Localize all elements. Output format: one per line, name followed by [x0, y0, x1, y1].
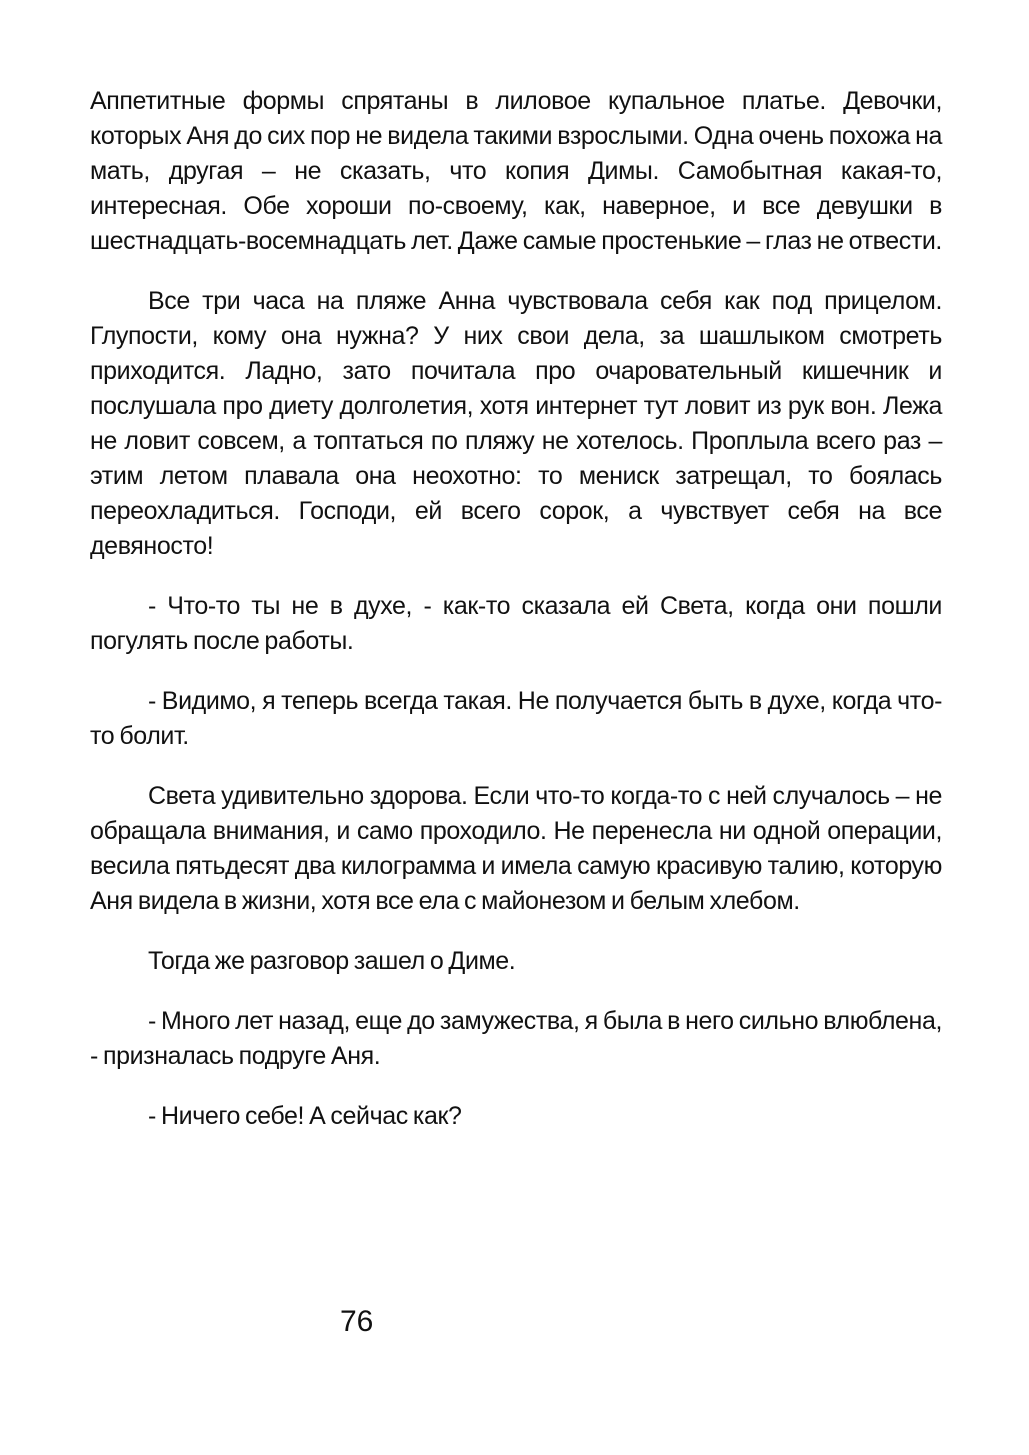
paragraph-6: Тогда же разговор зашел о Диме.	[148, 947, 516, 975]
paragraph-1: Аппетитные формы спрятаны в лиловое купальное платье. Девочки, которых Аня до сих пор не видела такими взрослыми. Одна очень похожа на мать, другая – не сказать, что копия Димы. Самобытная какая-то, интересная. Обе хороши по-своему, как, наверное, и все девушки в шестнадцать-восемнадцать лет. Даже самые простенькие – глаз не отвести.	[90, 87, 942, 255]
paragraph-7-dialogue: - Много лет назад, еще до замужества, я была в него сильно влюблена, - призналась подруге Аня.	[90, 1007, 942, 1070]
page-number: 76	[340, 1305, 374, 1338]
paragraph-4-dialogue: - Видимо, я теперь всегда такая. Не получается быть в духе, когда что-то болит.	[90, 687, 942, 750]
paragraph-2: Все три часа на пляже Анна чувствовала себя как под прицелом. Глупости, кому она нужна? У них свои дела, за шашлыком смотреть приходится. Ладно, зато почитала про очаровательный кишечник и послушала про диету долголетия, хотя интернет тут ловит из рук вон. Лежа не ловит совсем, а топтаться по пляжу не хотелось. Проплыла всего раз – этим летом плавала она неохотно: то мениск затрещал, то боялась переохладиться. Господи, ей всего сорок, а чувствует себя на все девяносто!	[90, 287, 942, 560]
paragraph-3-dialogue: - Что-то ты не в духе, - как-то сказала ей Света, когда они пошли погулять после работы.	[90, 592, 942, 655]
paragraph-5: Света удивительно здорова. Если что-то когда-то с ней случалось – не обращала внимания, и само проходило. Не перенесла ни одной операции, весила пятьдесят два килограмма и имела самую красивую талию, которую Аня видела в жизни, хотя все ела с майонезом и белым хлебом.	[90, 782, 942, 915]
paragraph-8-dialogue: - Ничего себе! А сейчас как?	[148, 1102, 462, 1130]
page-text	[90, 84, 942, 1159]
